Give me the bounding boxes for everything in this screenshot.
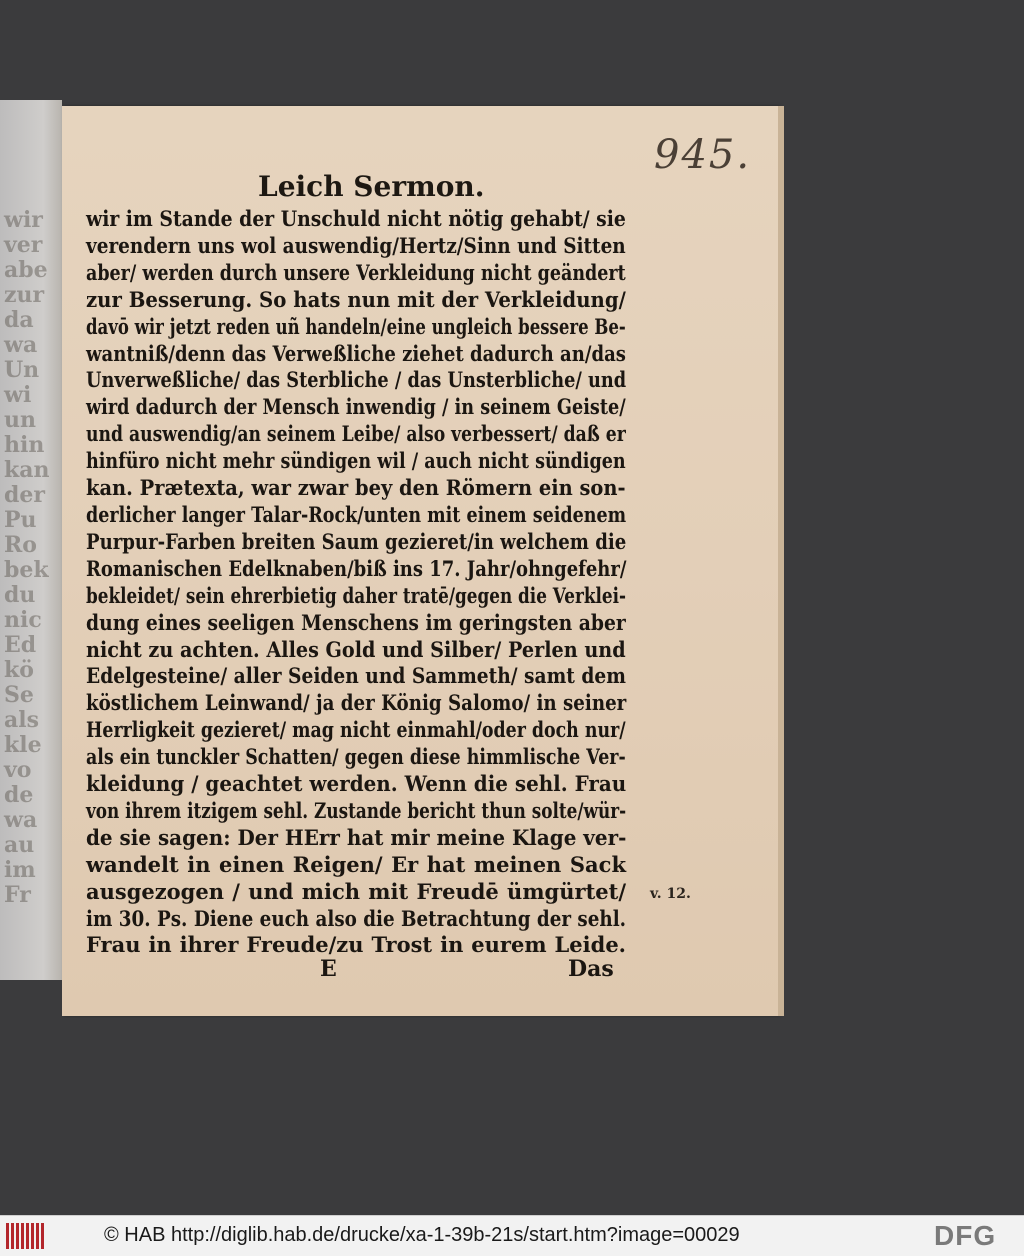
credit-link[interactable]: © HAB http://diglib.hab.de/drucke/xa-1-39b-21s/start.htm?image=00029 — [104, 1224, 740, 1246]
folio-number: 945. — [654, 132, 752, 178]
bleed-line: du — [4, 582, 36, 608]
bleed-line: wi — [4, 382, 32, 408]
text-line: zur Besserung. So hats nun mit der Verkleidung/ — [86, 286, 626, 312]
catchword: Das — [568, 956, 614, 982]
bleed-line: vo — [4, 757, 32, 783]
text-line: wandelt in einen Reigen/ Er hat meinen Sack — [86, 851, 626, 877]
text-line: Purpur-Farben breiten Saum gezieret/in welchem die — [86, 528, 627, 554]
bleed-line: nic — [4, 607, 42, 633]
text-line: aber/ werden durch unsere Verkleidung nicht geändert — [86, 259, 626, 285]
bleed-line: wa — [4, 332, 38, 358]
margin-note: v. 12. — [650, 886, 691, 902]
bleed-line: abe — [4, 257, 48, 283]
text-line: bekleidet/ sein ehrerbietig daher tratē/gegen die Verklei- — [86, 582, 626, 608]
page-edge — [778, 106, 784, 1016]
text-line: wir im Stande der Unschuld nicht nötig gehabt/ sie — [86, 206, 626, 231]
bleed-line: der — [4, 482, 45, 508]
text-line: und auswendig/an seinem Leibe/ also verbessert/ daß er — [86, 421, 626, 447]
bleed-line: Se — [4, 682, 34, 708]
text-line: kan. Prætexta, war zwar bey den Römern ein son- — [86, 475, 626, 501]
text-line: wantniß/denn das Verweßliche ziehet dadurch an/das — [86, 340, 626, 366]
text-line: verendern uns wol auswendig/Hertz/Sinn und Sitten — [86, 232, 626, 258]
text-line: Romanischen Edelknaben/biß ins 17. Jahr/ohngefehr/ — [86, 555, 627, 581]
text-line: Unverweßliche/ das Sterbliche / das Unsterbliche/ und — [86, 367, 627, 393]
dfg-logo: DFG — [934, 1220, 997, 1251]
bleed-line: hin — [4, 432, 45, 458]
scanned-page — [62, 106, 778, 1016]
text-line: nicht zu achten. Alles Gold und Silber/ Perlen und — [86, 636, 626, 662]
text-line: kleidung / geachtet werden. Wenn die sehl. Frau — [86, 771, 627, 797]
barcode-logo-icon — [6, 1223, 46, 1249]
bleed-line: Ed — [4, 632, 37, 658]
text-line: von ihrem itzigem sehl. Zustande bericht thun solte/wür- — [86, 797, 627, 823]
bleed-line: Pu — [4, 507, 37, 533]
bleed-line: kö — [4, 657, 34, 683]
bleed-line: wa — [4, 807, 38, 833]
bleed-line: Fr — [4, 882, 31, 908]
bleed-line: kan — [4, 457, 50, 483]
text-line: derlicher langer Talar-Rock/unten mit einem seidenem — [86, 501, 627, 527]
text-line: Frau in ihrer Freude/zu Trost in eurem Leide. — [86, 932, 626, 958]
bleed-line: wir — [4, 207, 43, 233]
bleed-through-text — [4, 208, 62, 908]
bleed-line: au — [4, 832, 35, 858]
page-body-text — [86, 206, 626, 959]
text-line: davō wir jetzt reden uñ handeln/eine ungleich bessere Be- — [86, 313, 626, 339]
bleed-line: im — [4, 857, 36, 883]
text-line: im 30. Ps. Diene euch also die Betrachtung der sehl. — [86, 905, 627, 931]
running-header: Leich Sermon. — [258, 170, 485, 203]
text-line: köstlichem Leinwand/ ja der König Salomo/ in seiner — [86, 690, 627, 716]
bleed-line: kle — [4, 732, 42, 758]
signature-mark: E — [320, 956, 337, 982]
bleed-line: Ro — [4, 532, 37, 558]
text-line: Herrligkeit gezieret/ mag nicht einmahl/oder doch nur/ — [86, 717, 626, 743]
bleed-line: ver — [4, 232, 43, 258]
text-line: als ein tunckler Schatten/ gegen diese himmlische Ver- — [86, 744, 626, 770]
bleed-line: als — [4, 707, 39, 733]
text-line: ausgezogen / und mich mit Freudē ümgürtet/ — [86, 878, 626, 904]
text-line: hinfüro nicht mehr sündigen wil / auch nicht sündigen — [86, 448, 626, 474]
bleed-line: da — [4, 307, 34, 333]
footer-bar — [0, 1215, 1024, 1256]
text-line: wird dadurch der Mensch inwendig / in seinem Geiste/ — [86, 394, 626, 420]
bleed-line: Un — [4, 357, 40, 383]
bleed-line: de — [4, 782, 34, 808]
bleed-line: zur — [4, 282, 45, 308]
text-line: de sie sagen: Der HErr hat mir meine Klage ver- — [86, 824, 627, 850]
bleed-line: un — [4, 407, 36, 433]
previous-page-edge — [0, 100, 62, 980]
text-line: dung eines seeligen Menschens im geringsten aber — [86, 609, 626, 635]
bleed-line: bek — [4, 557, 49, 583]
text-line: Edelgesteine/ aller Seiden und Sammeth/ samt dem — [86, 663, 626, 689]
